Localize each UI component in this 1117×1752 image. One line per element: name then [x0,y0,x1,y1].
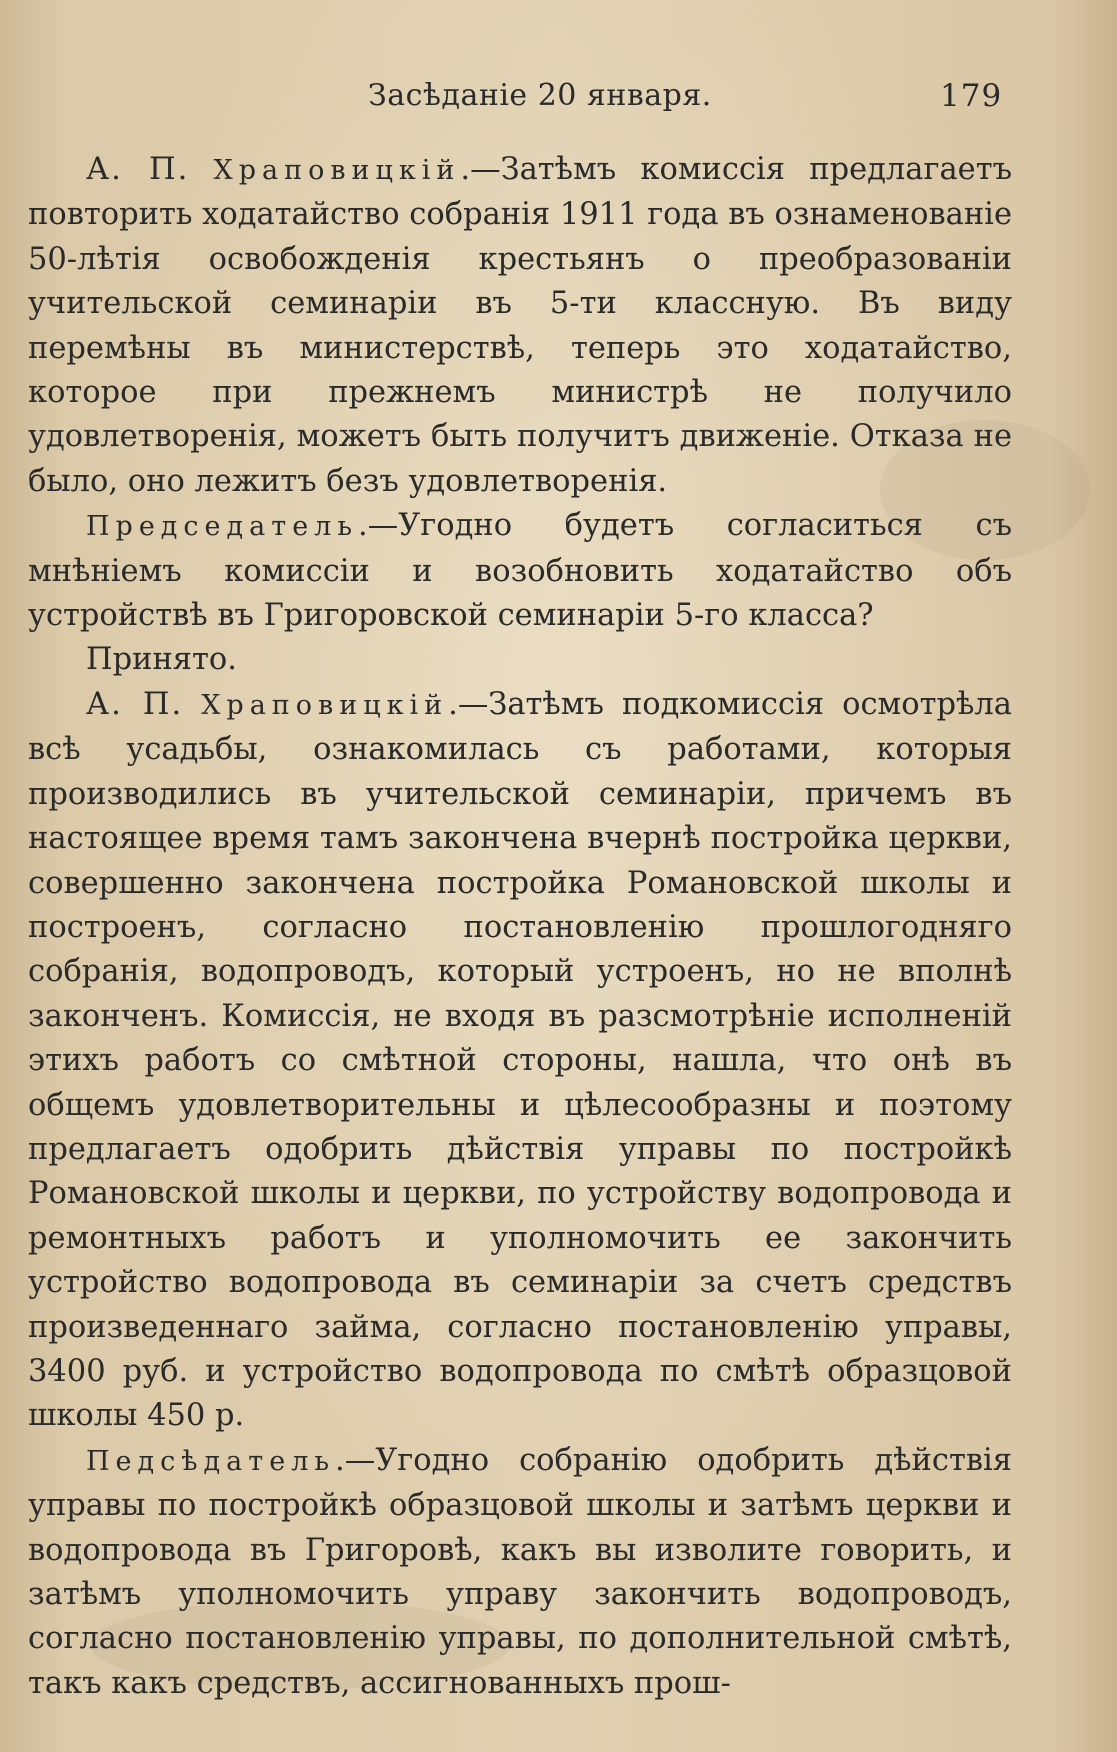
page-number: 179 [940,78,1003,114]
paragraph-text: .—Затѣмъ комиссія предлагаетъ повторить ходатайство собранія 1911 года въ ознаменованіе 50-лѣтія освобожденія крестьянъ о преобразованіи учительской семинаріи въ 5-ти классную. Въ виду перемѣны въ министерствѣ, теперь это ходатайство, которое при прежнемъ министрѣ не получило удовлетворенія, можетъ быть получитъ движеніе. Отказа не было, оно лежитъ безъ удовлетворенія. [28,152,1012,499]
paragraph-chairman-2 [28,1439,1012,1706]
paragraph-accepted [28,638,1012,682]
speaker-initials: А. П. [86,152,190,187]
paragraph-text: Принято. [86,642,237,678]
running-head: Засѣданіе 20 января. [368,78,712,113]
paragraph-text: .—Затѣмъ подкомиссія осмотрѣла всѣ усадьбы, ознакомилась съ работами, которыя производились въ учительской семинаріи, причемъ въ настоящее время тамъ закончена вчернѣ постройка церкви, совершенно закончена постройка Романовской школы и построенъ, согласно постановленію прошлогодняго собранія, водопроводъ, который устроенъ, но не вполнѣ законченъ. Комиссія, не входя въ разсмотрѣніе исполненій этихъ работъ со смѣтной стороны, нашла, что онѣ въ общемъ удовлетворительны и цѣлесообразны и поэтому предлагаетъ одобрить дѣйствія управы по постройкѣ Романовской школы и церкви, по устройству водопровода и ремонтныхъ работъ и уполномочить ее закончить устройство водопровода въ семинаріи за счетъ средствъ произведеннаго займа, согласно постановленію управы, 3400 руб. и устройство водопровода по смѣтѣ образцовой школы 450 р. [28,686,1012,1434]
speaker-name: Храповицкій [201,689,449,721]
paragraph-khrapovitsky-2 [28,683,1012,1439]
paragraph-chairman-1 [28,504,1012,638]
speaker-name: Педсѣдатель [86,1445,336,1477]
page-body [28,148,1012,1706]
page-header [0,78,1117,126]
speaker-initials: А. П. [86,686,184,722]
paragraph-text: .—Угодно будетъ согласиться съ мнѣніемъ комиссіи и возобновить ходатайство объ устройствѣ въ Григоровской семинаріи 5-го класса? [28,508,1012,634]
paragraph-khrapovitsky-1 [28,148,1012,504]
speaker-name: Храповицкій [213,155,461,186]
paragraph-text: .—Угодно собранію одобрить дѣйствія управы по постройкѣ образцовой школы и затѣмъ церкви и водопровода въ Григоровѣ, какъ вы изволите говорить, и затѣмъ уполномочить управу закончить водопроводъ, согласно постановленію управы, по дополнительной смѣтѣ, такъ какъ средствъ, ассигнованныхъ прош- [28,1442,1012,1701]
speaker-name: Председатель [86,511,359,543]
